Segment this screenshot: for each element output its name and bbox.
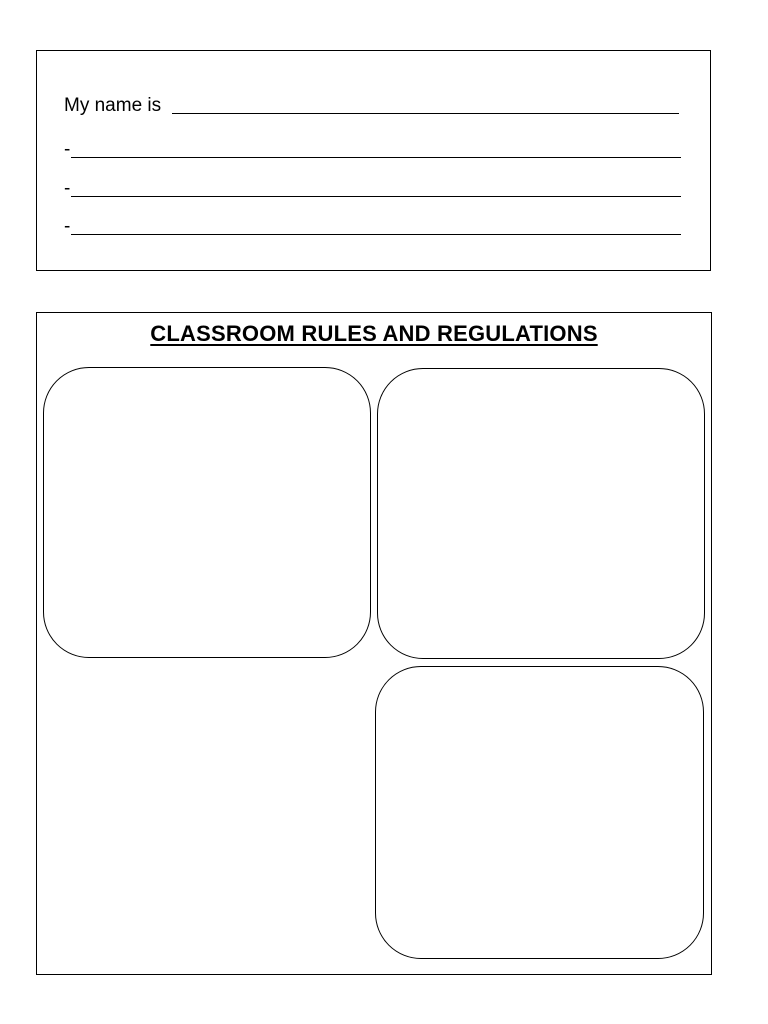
fact-line-3 [64, 214, 681, 238]
fact-line-2 [64, 176, 681, 200]
fact-dash-2: - [64, 178, 71, 199]
rule-box-top-right[interactable] [377, 368, 705, 659]
fact-blank-field-2[interactable] [71, 176, 681, 197]
fact-blank-field-1[interactable] [71, 137, 681, 158]
rules-title: CLASSROOM RULES AND REGULATIONS [150, 321, 598, 346]
rule-box-bottom-right[interactable] [375, 666, 704, 959]
fact-dash-3: - [64, 216, 71, 237]
fact-blank-field-3[interactable] [71, 214, 681, 235]
name-label: My name is [64, 95, 167, 116]
rule-box-top-left[interactable] [43, 367, 371, 658]
name-card [36, 50, 711, 271]
fact-line-1 [64, 137, 681, 161]
fact-dash-1: - [64, 139, 71, 160]
name-line [64, 93, 679, 117]
name-blank-field[interactable] [172, 93, 679, 114]
rules-panel [36, 312, 712, 975]
